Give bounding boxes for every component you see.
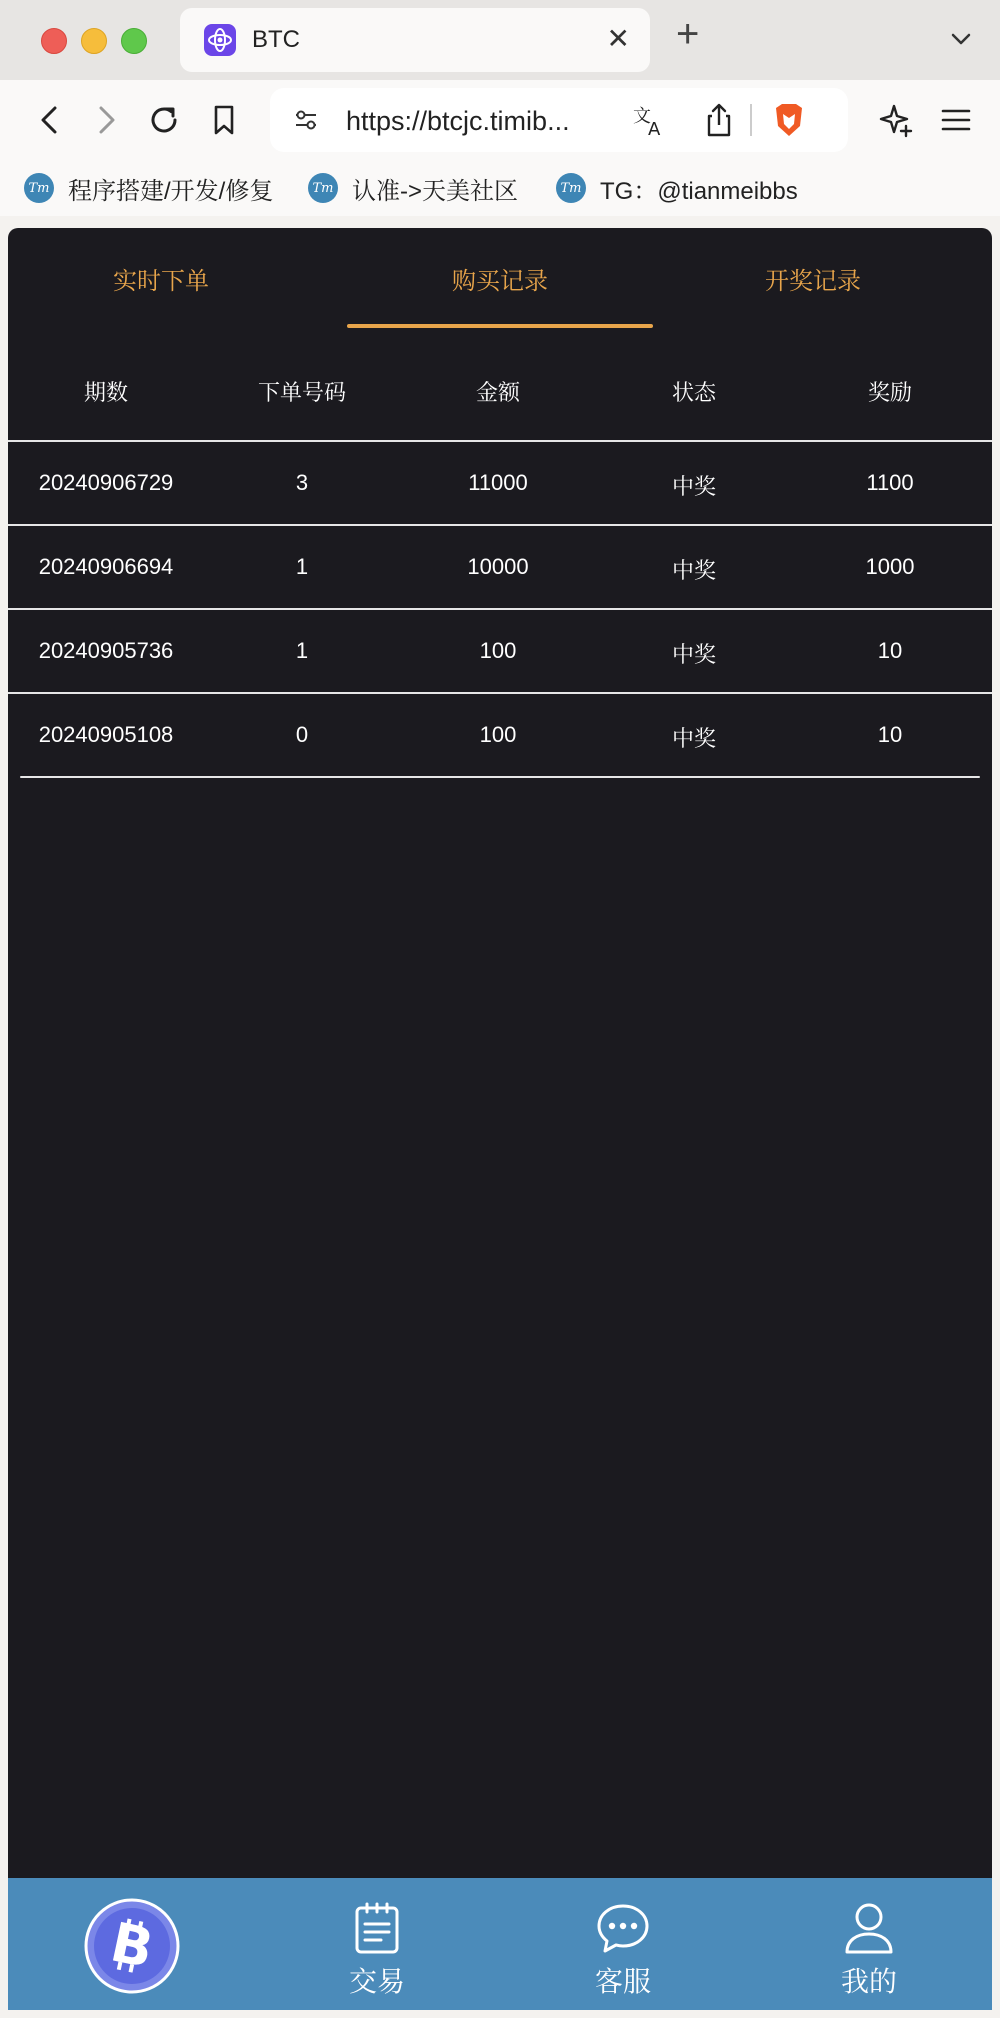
cell-period: 20240906729	[38, 470, 174, 495]
nav-trade[interactable]	[254, 1878, 500, 2010]
table-row	[8, 692, 992, 778]
cell-status: 中奖	[671, 726, 716, 751]
bookmark-label: 程序搭建/开发/修复	[68, 177, 274, 205]
nav-label: 交易	[348, 1966, 405, 1997]
cell-period: 20240906694	[38, 554, 174, 579]
nav-label: 客服	[594, 1966, 651, 1997]
table-bottom-divider	[20, 776, 980, 778]
menu-icon[interactable]	[936, 100, 976, 145]
minimize-window-button[interactable]	[81, 28, 107, 54]
clipboard-icon	[351, 1900, 403, 1956]
cell-period: 20240905108	[38, 722, 174, 747]
column-header-status: 状态	[671, 380, 716, 405]
share-icon[interactable]	[700, 100, 738, 145]
bookmark-label: 认准->天美社区	[352, 177, 519, 205]
cell-number: 3	[295, 470, 309, 495]
nav-profile[interactable]	[746, 1878, 992, 2010]
maximize-window-button[interactable]	[121, 28, 147, 54]
site-settings-icon[interactable]	[288, 102, 324, 143]
browser-toolbar	[0, 80, 1000, 160]
address-bar[interactable]	[270, 88, 848, 152]
bookmark-label: TG：@tianmeibbs	[600, 177, 798, 205]
bookmarks-bar	[0, 160, 1000, 216]
reload-icon[interactable]	[144, 100, 184, 145]
cell-reward: 10	[877, 638, 903, 663]
column-header-amount: 金额	[475, 380, 520, 405]
bitcoin-icon	[84, 1898, 180, 1999]
bookmark-item[interactable]	[556, 172, 798, 204]
nav-support[interactable]	[500, 1878, 746, 2010]
cell-status: 中奖	[671, 642, 716, 667]
browser-tab-bar	[0, 0, 1000, 80]
cell-amount: 10000	[467, 554, 529, 579]
tab-label: 购买记录	[452, 267, 548, 295]
chat-icon	[595, 1900, 651, 1956]
url-text[interactable]: https://btcjc.timib...	[346, 106, 570, 136]
toolbar-divider	[750, 104, 752, 136]
tab-label: 实时下单	[113, 267, 209, 295]
cell-amount: 11000	[468, 470, 528, 495]
table-row	[8, 608, 992, 694]
close-window-button[interactable]	[41, 28, 67, 54]
tab-label: 开奖记录	[765, 267, 861, 295]
svg-text:A: A	[648, 119, 661, 140]
table-row	[8, 440, 992, 526]
cell-reward: 1000	[865, 554, 915, 579]
cell-number: 0	[295, 722, 309, 747]
browser-tab[interactable]	[180, 8, 650, 72]
table-header	[8, 336, 992, 440]
column-header-number: 下单号码	[257, 380, 346, 405]
user-icon	[843, 1900, 895, 1956]
cell-status: 中奖	[671, 558, 716, 583]
tianmei-logo-icon: Tm	[308, 173, 338, 203]
record-tabs	[8, 228, 992, 328]
column-header-period: 期数	[83, 380, 128, 405]
cell-amount: 100	[479, 722, 517, 747]
svg-text:文: 文	[633, 106, 651, 127]
tab-purchase-records[interactable]	[347, 228, 653, 328]
tab-realtime-order[interactable]	[8, 228, 314, 328]
btc-favicon-icon	[204, 24, 236, 56]
page-content	[8, 228, 992, 2008]
cell-number: 1	[295, 638, 309, 663]
tab-list-chevron-icon[interactable]	[948, 26, 974, 57]
bookmark-item[interactable]	[24, 172, 273, 204]
nav-home[interactable]	[8, 1878, 254, 2010]
tianmei-logo-icon: Tm	[24, 173, 54, 203]
bookmark-item[interactable]	[308, 172, 518, 204]
cell-status: 中奖	[671, 474, 716, 499]
brave-shield-icon[interactable]	[770, 100, 808, 145]
back-icon[interactable]	[30, 100, 70, 145]
tab-title: BTC	[252, 26, 300, 53]
cell-reward: 1100	[866, 470, 914, 495]
bookmark-icon[interactable]	[204, 100, 244, 145]
cell-period: 20240905736	[38, 638, 174, 663]
leo-ai-icon[interactable]	[876, 100, 916, 145]
forward-icon[interactable]	[86, 100, 126, 145]
column-header-reward: 奖励	[867, 380, 912, 405]
cell-reward: 10	[877, 722, 903, 747]
svg-text:B: B	[105, 1910, 159, 1981]
cell-number: 1	[295, 554, 309, 579]
nav-label: 我的	[840, 1966, 897, 1997]
bottom-navigation	[8, 1878, 992, 2010]
tab-draw-records[interactable]	[660, 228, 966, 328]
tianmei-logo-icon: Tm	[556, 173, 586, 203]
close-tab-icon[interactable]: ✕	[606, 23, 630, 54]
translate-icon[interactable]	[630, 102, 668, 145]
cell-amount: 100	[479, 638, 517, 663]
new-tab-icon[interactable]: +	[676, 12, 700, 56]
table-row	[8, 524, 992, 610]
